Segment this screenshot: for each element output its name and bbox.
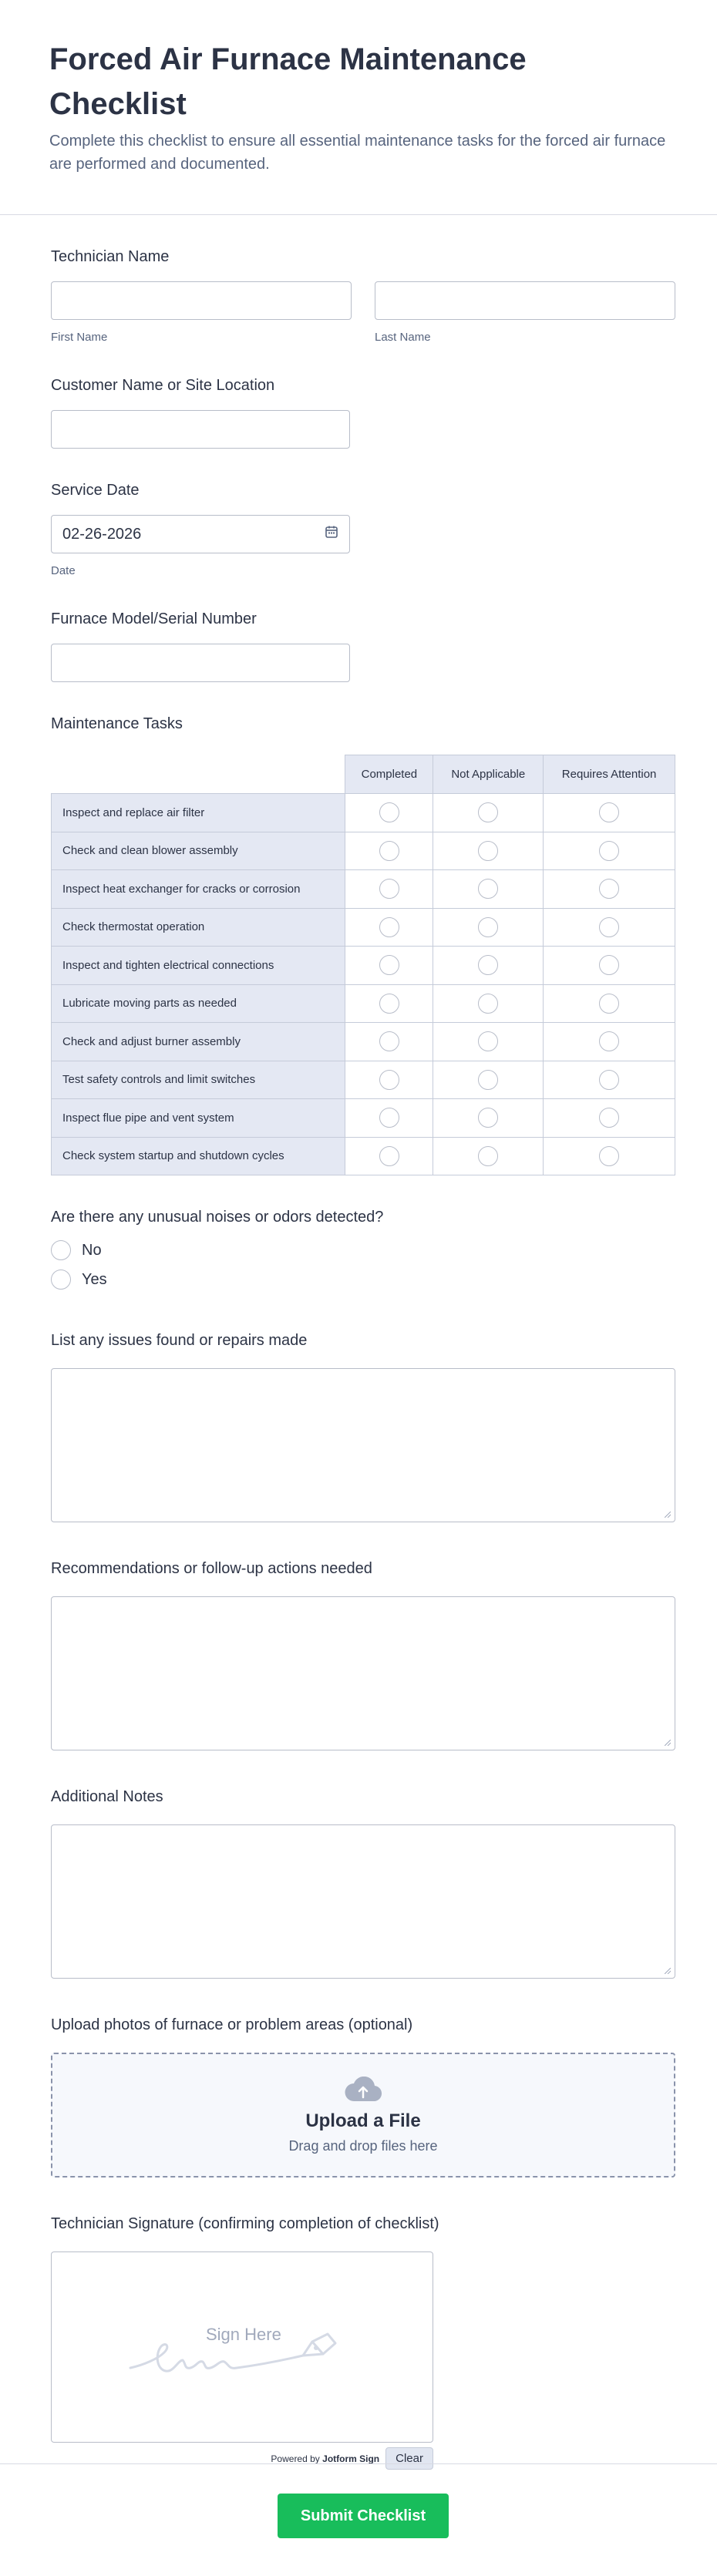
calendar-icon[interactable] xyxy=(325,525,338,543)
matrix-row-label: Lubricate moving parts as needed xyxy=(52,984,345,1023)
matrix-row xyxy=(52,1099,675,1138)
service-date-sublabel: Date xyxy=(51,564,76,577)
matrix-cell xyxy=(345,984,433,1023)
matrix-cell xyxy=(433,794,544,832)
upload-field xyxy=(51,2014,685,2177)
form-footer xyxy=(0,2463,717,2576)
matrix-cell xyxy=(433,1061,544,1099)
matrix-row xyxy=(52,832,675,870)
option-no[interactable] xyxy=(51,1236,685,1265)
matrix-radio[interactable] xyxy=(379,917,399,937)
resize-handle-icon[interactable] xyxy=(665,1968,671,1974)
matrix-row xyxy=(52,794,675,832)
option-label: No xyxy=(82,1241,102,1259)
powered-by-brand: Jotform Sign xyxy=(322,2453,380,2464)
matrix-cell xyxy=(544,908,675,947)
matrix-radio[interactable] xyxy=(599,879,619,899)
matrix-cell xyxy=(345,1137,433,1175)
recommendations-textarea[interactable] xyxy=(51,1596,675,1750)
matrix-row-label: Check thermostat operation xyxy=(52,908,345,947)
notes-textarea[interactable] xyxy=(51,1824,675,1979)
customer-input[interactable] xyxy=(51,410,350,449)
submit-button[interactable]: Submit Checklist xyxy=(278,2494,449,2538)
upload-label: Upload photos of furnace or problem areas (optional) xyxy=(51,2016,413,2033)
matrix-row-label: Check and clean blower assembly xyxy=(52,832,345,870)
maintenance-field xyxy=(51,713,685,1175)
page-subtitle: Complete this checklist to ensure all essential maintenance tasks for the forced air furnace are performed and documented. xyxy=(49,133,666,173)
noises-field xyxy=(51,1206,685,1294)
matrix-row xyxy=(52,1023,675,1061)
technician-name-field xyxy=(51,246,685,344)
matrix-cell xyxy=(345,870,433,909)
matrix-row xyxy=(52,1137,675,1175)
matrix-radio[interactable] xyxy=(599,994,619,1014)
matrix-radio[interactable] xyxy=(599,1108,619,1128)
first-name-input[interactable] xyxy=(51,281,352,320)
model-field xyxy=(51,608,685,682)
noises-label: Are there any unusual noises or odors detected? xyxy=(51,1209,384,1226)
matrix-radio[interactable] xyxy=(478,1070,498,1090)
matrix-cell xyxy=(433,870,544,909)
matrix-cell xyxy=(345,832,433,870)
matrix-radio[interactable] xyxy=(599,1031,619,1051)
matrix-cell xyxy=(345,1061,433,1099)
matrix-cell xyxy=(345,1099,433,1138)
matrix-radio[interactable] xyxy=(599,802,619,822)
matrix-cell xyxy=(433,984,544,1023)
matrix-radio[interactable] xyxy=(478,1031,498,1051)
matrix-radio[interactable] xyxy=(379,841,399,861)
matrix-cell xyxy=(433,1137,544,1175)
last-name-sublabel: Last Name xyxy=(375,331,431,344)
matrix-row-label: Inspect flue pipe and vent system xyxy=(52,1099,345,1138)
matrix-radio[interactable] xyxy=(379,1146,399,1166)
matrix-cell xyxy=(345,947,433,985)
technician-name-label: Technician Name xyxy=(51,248,170,265)
maintenance-matrix xyxy=(51,755,675,1175)
matrix-radio[interactable] xyxy=(379,1070,399,1090)
signature-label: Technician Signature (confirming completion of checklist) xyxy=(51,2215,439,2232)
matrix-row-label: Check system startup and shutdown cycles xyxy=(52,1137,345,1175)
matrix-radio[interactable] xyxy=(379,955,399,975)
signature-placeholder: Sign Here xyxy=(206,2325,281,2344)
matrix-radio[interactable] xyxy=(599,955,619,975)
signature-field xyxy=(51,2213,685,2470)
column-header: Completed xyxy=(345,755,433,794)
resize-handle-icon[interactable] xyxy=(665,1740,671,1746)
matrix-cell xyxy=(544,984,675,1023)
notes-field xyxy=(51,1786,685,1979)
model-label: Furnace Model/Serial Number xyxy=(51,610,257,627)
matrix-radio[interactable] xyxy=(599,1146,619,1166)
form-body xyxy=(0,246,717,2470)
matrix-cell xyxy=(433,908,544,947)
matrix-cell xyxy=(345,1023,433,1061)
model-input[interactable] xyxy=(51,644,350,682)
matrix-row-label: Inspect and replace air filter xyxy=(52,794,345,832)
matrix-radio[interactable] xyxy=(478,917,498,937)
matrix-row-label: Test safety controls and limit switches xyxy=(52,1061,345,1099)
service-date-input[interactable] xyxy=(51,515,350,553)
matrix-row xyxy=(52,908,675,947)
issues-field xyxy=(51,1330,685,1522)
matrix-cell xyxy=(433,1023,544,1061)
matrix-cell xyxy=(345,794,433,832)
notes-label: Additional Notes xyxy=(51,1788,163,1805)
matrix-cell xyxy=(544,870,675,909)
upload-title: Upload a File xyxy=(305,2110,421,2131)
matrix-radio[interactable] xyxy=(478,1146,498,1166)
matrix-radio[interactable] xyxy=(379,1108,399,1128)
matrix-cell xyxy=(544,832,675,870)
matrix-row-label: Inspect heat exchanger for cracks or corrosion xyxy=(52,870,345,909)
matrix-row xyxy=(52,984,675,1023)
matrix-radio[interactable] xyxy=(599,917,619,937)
radio-button[interactable] xyxy=(51,1270,71,1290)
matrix-radio[interactable] xyxy=(379,879,399,899)
upload-subtitle: Drag and drop files here xyxy=(288,2137,438,2154)
matrix-row-label: Inspect and tighten electrical connections xyxy=(52,947,345,985)
page-title: Forced Air Furnace Maintenance Checklist xyxy=(49,42,527,121)
maintenance-label: Maintenance Tasks xyxy=(51,715,183,732)
signature-pad[interactable] xyxy=(51,2251,433,2443)
matrix-cell xyxy=(433,1099,544,1138)
column-header: Requires Attention xyxy=(544,755,675,794)
customer-label: Customer Name or Site Location xyxy=(51,377,275,394)
matrix-radio[interactable] xyxy=(599,841,619,861)
last-name-input[interactable] xyxy=(375,281,675,320)
matrix-radio[interactable] xyxy=(379,994,399,1014)
matrix-radio[interactable] xyxy=(379,1031,399,1051)
service-date-field xyxy=(51,479,685,577)
matrix-cell xyxy=(544,1099,675,1138)
option-yes[interactable] xyxy=(51,1265,685,1294)
service-date-label: Service Date xyxy=(51,482,140,499)
matrix-row xyxy=(52,947,675,985)
matrix-cell xyxy=(544,947,675,985)
column-header: Not Applicable xyxy=(433,755,544,794)
customer-field xyxy=(51,375,685,449)
recommendations-label: Recommendations or follow-up actions needed xyxy=(51,1560,372,1577)
clear-signature-button[interactable]: Clear xyxy=(385,2447,433,2470)
matrix-row-label: Check and adjust burner assembly xyxy=(52,1023,345,1061)
matrix-row xyxy=(52,1061,675,1099)
matrix-radio[interactable] xyxy=(478,955,498,975)
radio-button[interactable] xyxy=(51,1240,71,1260)
recommendations-field xyxy=(51,1558,685,1750)
cloud-upload-icon xyxy=(344,2077,382,2103)
matrix-radio[interactable] xyxy=(478,1108,498,1128)
matrix-cell xyxy=(544,794,675,832)
matrix-cell xyxy=(544,1023,675,1061)
option-label: Yes xyxy=(82,1270,107,1288)
powered-by-text: Powered by Jotform Sign xyxy=(271,2453,380,2464)
matrix-cell xyxy=(433,947,544,985)
matrix-radio[interactable] xyxy=(599,1070,619,1090)
matrix-cell xyxy=(433,832,544,870)
issues-textarea[interactable] xyxy=(51,1368,675,1522)
matrix-cell xyxy=(544,1061,675,1099)
upload-dropzone[interactable] xyxy=(51,2053,675,2177)
first-name-sublabel: First Name xyxy=(51,331,108,344)
matrix-radio[interactable] xyxy=(478,841,498,861)
matrix-radio[interactable] xyxy=(478,994,498,1014)
matrix-radio[interactable] xyxy=(478,879,498,899)
matrix-radio[interactable] xyxy=(478,802,498,822)
matrix-radio[interactable] xyxy=(379,802,399,822)
matrix-cell xyxy=(345,908,433,947)
form-header xyxy=(0,0,717,215)
resize-handle-icon[interactable] xyxy=(665,1512,671,1518)
matrix-cell xyxy=(544,1137,675,1175)
issues-label: List any issues found or repairs made xyxy=(51,1332,308,1349)
service-date-value: 02-26-2026 xyxy=(62,525,142,543)
matrix-row xyxy=(52,870,675,909)
